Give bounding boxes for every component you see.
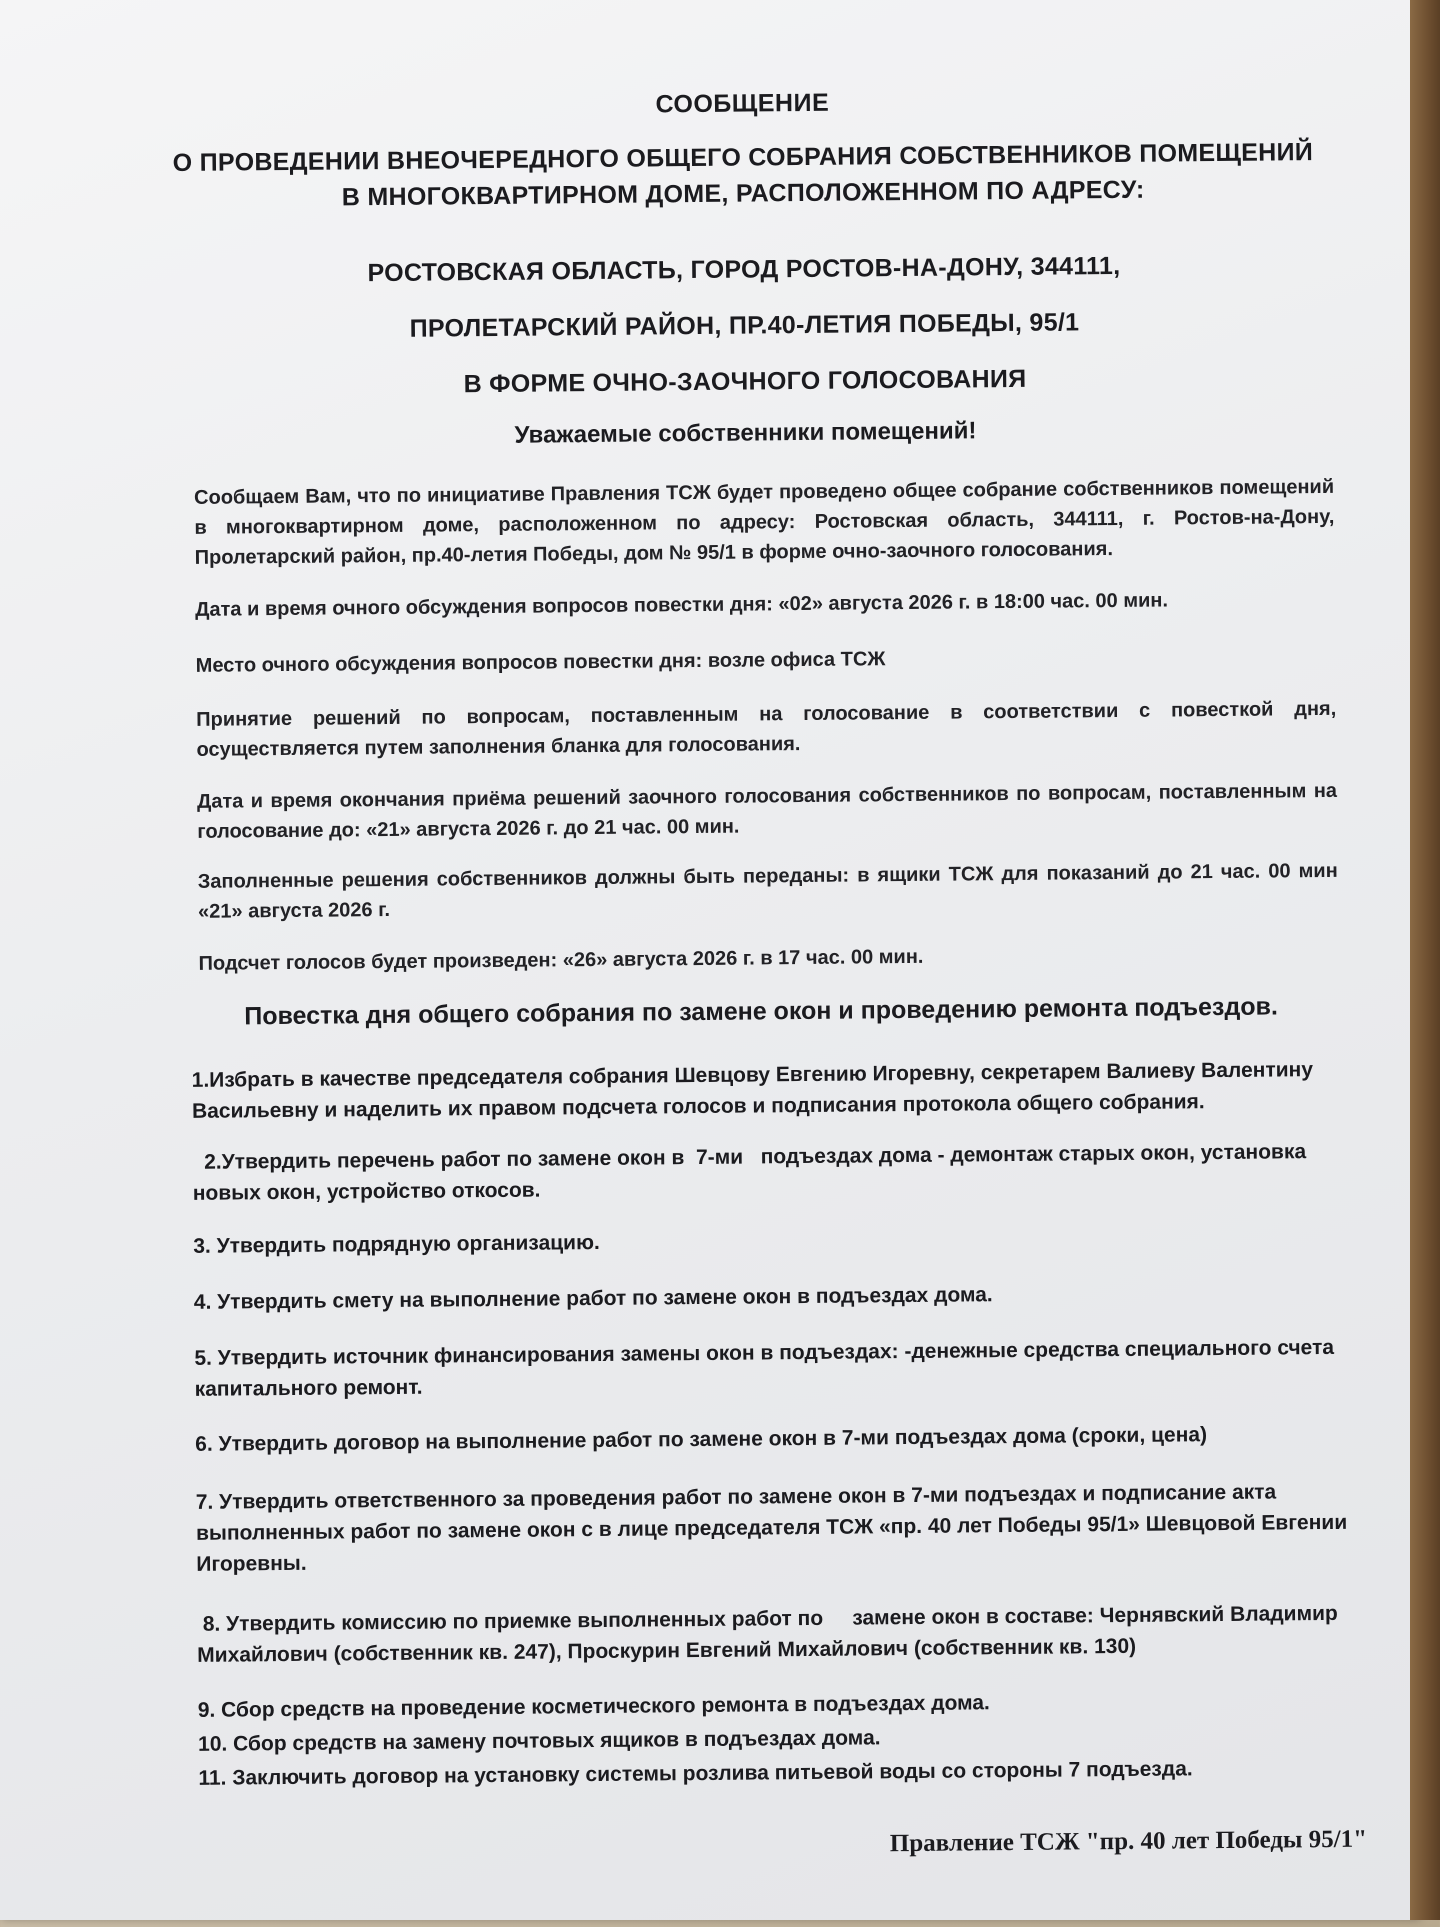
agenda-title: Повестка дня общего собрания по замене окон и проведению ремонта подъездов.: [244, 992, 1278, 1031]
voting-deadline: Дата и время окончания приёма решений заочного голосования собственников по вопросам, поставленным на голосование до: «21» августа 2026 г. до 21 час. 00 мин.: [196, 779, 1338, 843]
agenda-item: 10. Сбор средств на замену почтовых ящиков в подъездах дома.: [197, 1726, 881, 1756]
agenda-item: 7. Утвердить ответственного за проведения работ по замене окон в 7-ми подъездах и подписание акта выполненных работ по замене окон с в лице председателя ТСЖ «пр. 40 лет Победы 95/1» Шевцовой Евгении Игоревны.: [195, 1480, 1348, 1576]
agenda-item: 2.Утвердить перечень работ по замене окон в 7-ми подъездах дома - демонтаж старых окон, установка новых окон, устройство откосов.: [192, 1140, 1313, 1205]
heading-line-1: О ПРОВЕДЕНИИ ВНЕОЧЕРЕДНОГО ОБЩЕГО СОБРАНИЯ СОБСТВЕННИКОВ ПОМЕЩЕНИЙ В МНОГОКВАРТИРНОМ ДОМЕ, РАСПОЛОЖЕННОМ ПО АДРЕСУ:: [172, 138, 1314, 212]
heading-line-4: В ФОРМЕ ОЧНО-ЗАОЧНОГО ГОЛОСОВАНИЯ: [463, 364, 1027, 399]
submission-info: Заполненные решения собственников должны быть переданы: в ящики ТСЖ для показаний до 21 час. 00 мин «21» августа 2026 г.: [197, 859, 1338, 923]
agenda-item: 11. Заключить договор на установку системы розлива питьевой воды со стороны 7 подъезда.: [198, 1757, 1193, 1790]
agenda-item: 4. Утвердить смету на выполнение работ по замене окон в подъездах дома.: [193, 1283, 993, 1314]
agenda-item: 1.Избрать в качестве председателя собрания Шевцову Евгению Игоревну, секретарем Валиеву Валентину Васильевну и наделить их правом подсчета голосов и подписания протокола общего собрания.: [191, 1058, 1314, 1123]
vote-count-date: Подсчет голосов будет произведен: «26» августа 2026 г. в 17 час. 00 мин.: [198, 945, 924, 975]
document-title: СООБЩЕНИЕ: [655, 88, 830, 119]
intro-paragraph: Сообщаем Вам, что по инициативе Правления ТСЖ будет проведено общее собрание собственников помещений в многоквартирном доме, расположенном по адресу: Ростовская область, 344111, г. Ростов-на-Дону, Пролетарский район, пр.40-летия Победы, дом № 95/1 в форме очно-заочного голосования.: [194, 475, 1335, 569]
heading-line-2: РОСТОВСКАЯ ОБЛАСТЬ, ГОРОД РОСТОВ-НА-ДОНУ, 344111,: [367, 251, 1121, 288]
agenda-item: 9. Сбор средств на проведение косметического ремонта в подъездах дома.: [197, 1691, 990, 1722]
meeting-place: Место очного обсуждения вопросов повестки дня: возле офиса ТСЖ: [195, 648, 886, 677]
agenda-item: 8. Утвердить комиссию по приемке выполненных работ по замене окон в составе: Чернявский Владимир Михайлович (собственник кв. 247), Проскурин Евгений Михайлович (собственник кв. 130): [196, 1601, 1344, 1667]
heading-line-3: ПРОЛЕТАРСКИЙ РАЙОН, ПР.40-ЛЕТИЯ ПОБЕДЫ, 95/1: [409, 308, 1080, 343]
meeting-datetime: Дата и время очного обсуждения вопросов повестки дня: «02» августа 2026 г. в 18:00 час. 00 мин.: [195, 589, 1169, 621]
agenda-item: 3. Утвердить подрядную организацию.: [193, 1230, 600, 1258]
decision-method: Принятие решений по вопросам, поставленным на голосование в соответствии с повесткой дня, осуществляется путем заполнения бланка для голосования.: [196, 697, 1337, 761]
agenda-item: 5. Утвердить источник финансирования замены окон в подъездах: -денежные средства специального счета капитального ремонт.: [194, 1335, 1335, 1401]
agenda-item: 6. Утвердить договор на выполнение работ по замене окон в 7-ми подъездах дома (сроки, цена): [195, 1423, 1208, 1456]
salutation: Уважаемые собственники помещений!: [514, 417, 977, 449]
signature: Правление ТСЖ "пр. 40 лет Победы 95/1": [889, 1825, 1368, 1858]
